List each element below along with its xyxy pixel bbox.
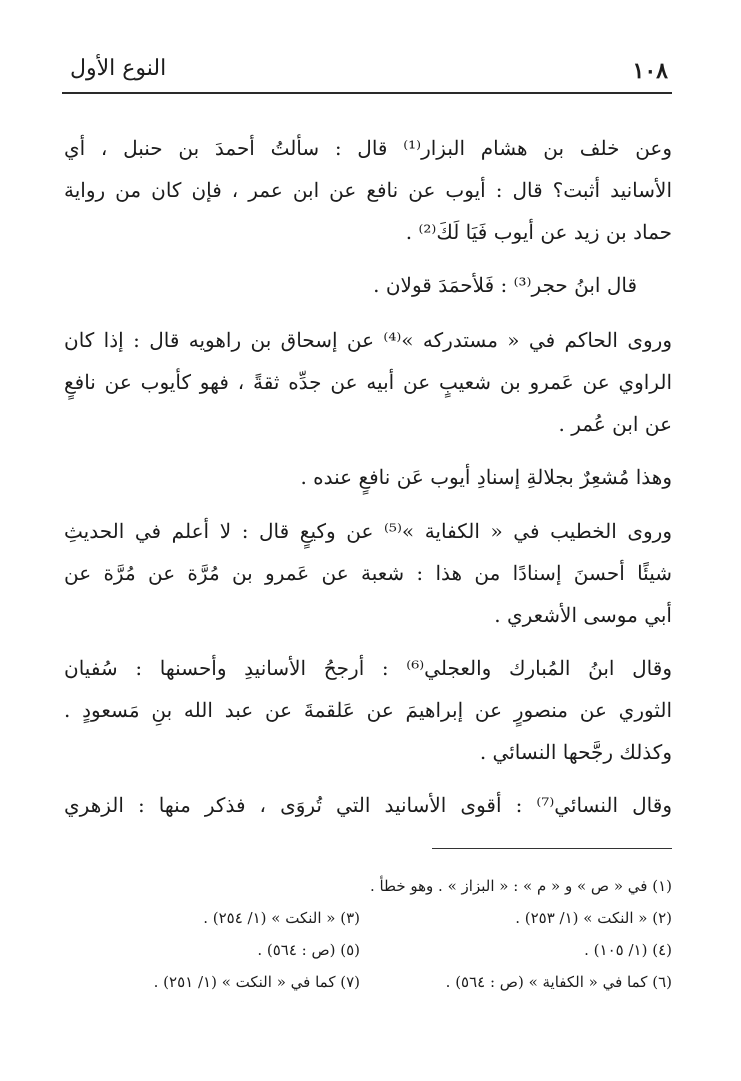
- text-line: وهذا مُشعِرٌ بجلالةِ إسنادِ أيوب عَن نافعٍ عنده .: [300, 465, 672, 489]
- footnote-6: (٦) كما في « الكفاية » (ص : ٥٦٤) .: [445, 973, 672, 991]
- footnote-row: [100, 872, 672, 900]
- text-line: وقال النسائي⁽⁷⁾ : أقوى الأسانيد التي تُروَى ، فذكر منها : الزهري: [64, 793, 672, 817]
- text-line: قال ابنُ حجر⁽³⁾ : فَلأحمَدَ قولان .: [373, 273, 637, 297]
- text-line: الأسانيد أثبت؟ قال : أيوب عن نافع عن ابن عمر ، فإن كان من رواية: [64, 178, 672, 202]
- text-line: وعن خلف بن هشام البزار⁽¹⁾ قال : سألتُ أحمدَ بن حنبل ، أي: [64, 136, 673, 160]
- text-line: وروى الحاكم في « مستدركه »⁽⁴⁾ عن إسحاق بن راهويه قال : إذا كان: [64, 328, 673, 352]
- footnote-row: [100, 904, 672, 932]
- text-line: وكذلك رجَّحها النسائي .: [479, 740, 672, 764]
- footnote-2: (٢) « النكت » (١/ ٢٥٣) .: [515, 909, 672, 927]
- page-header: [62, 54, 672, 94]
- text-line: الثوري عن منصورٍ عن إبراهيمَ عن عَلقمةَ عن عبد الله بنِ مَسعودٍ .: [64, 698, 672, 722]
- footnote-row: [100, 936, 672, 964]
- footnote-3: (٣) « النكت » (١/ ٢٥٤) .: [203, 909, 360, 927]
- footnote-row: [100, 968, 672, 996]
- footnote-7: (٧) كما في « النكت » (١/ ٢٥١) .: [153, 973, 360, 991]
- text-line: أبي موسى الأشعري .: [494, 603, 672, 627]
- text-line: وقال ابنُ المُبارك والعجلي⁽⁶⁾ : أرجحُ الأسانيدِ وأحسنها : سُفيان: [64, 656, 672, 680]
- text-line: حماد بن زيد عن أيوب فَيَا لَكَ⁽²⁾ .: [405, 220, 672, 244]
- text-line: الراوي عن عَمرو بن شعيبٍ عن أبيه عن جدِّه ثقةً ، فهو كأيوب عن نافعٍ: [64, 370, 672, 394]
- page-number: ١٠٨: [632, 58, 668, 84]
- footnote-1: (١) في « ص » و « م » : « البزاز » . وهو خطأ .: [369, 877, 672, 895]
- footnote-5: (٥) (ص : ٥٦٤) .: [257, 941, 360, 959]
- text-line: وروى الخطيب في « الكفاية »⁽⁵⁾ عن وكيعٍ قال : لا أعلم في الحديثِ: [64, 519, 672, 543]
- text-line: عن ابن عُمر .: [558, 412, 672, 436]
- footnote-divider: [432, 848, 672, 849]
- footnote-4: (٤) (١/ ١٠٥) .: [584, 941, 672, 959]
- text-line: شيئًا أحسنَ إسنادًا من هذا : شعبة عن عَمرو بن مُرَّة عن مُرَّة عن: [64, 561, 672, 585]
- running-chapter-title: النوع الأول: [70, 56, 167, 81]
